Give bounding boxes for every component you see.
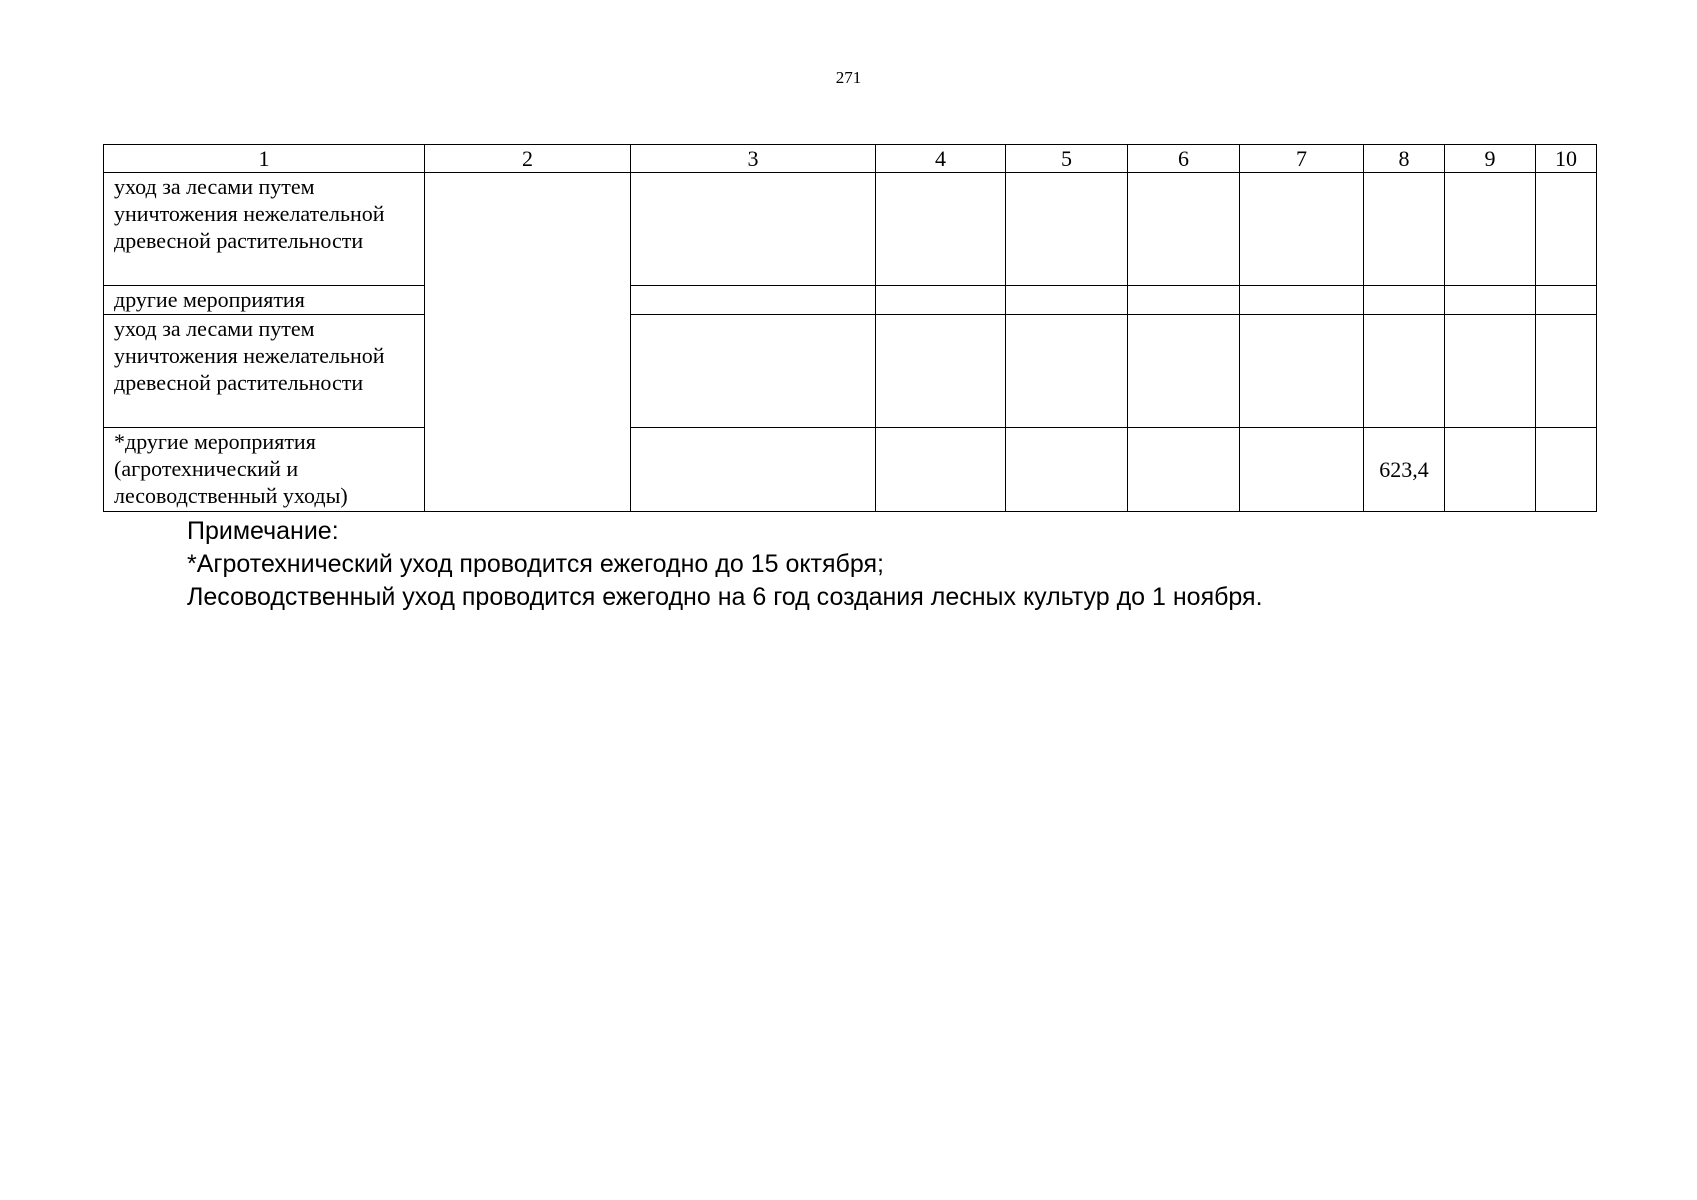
table-cell [1445, 286, 1536, 315]
column-header: 6 [1128, 145, 1240, 173]
column-header: 10 [1536, 145, 1597, 173]
table-cell [631, 428, 876, 512]
table-cell [876, 315, 1006, 428]
table-row [104, 286, 1597, 315]
row-label: *другие мероприятия (агротехнический и лесоводственный уходы) [104, 428, 425, 512]
table-cell [1240, 173, 1364, 286]
column-header: 8 [1364, 145, 1445, 173]
row-label: другие мероприятия [104, 286, 425, 315]
table-cell [1445, 428, 1536, 512]
table-cell [631, 173, 876, 286]
table-row [104, 428, 1597, 512]
table-cell [1536, 286, 1597, 315]
column-header: 5 [1006, 145, 1128, 173]
column-header: 7 [1240, 145, 1364, 173]
column-header: 2 [425, 145, 631, 173]
note-title: Примечание: [187, 517, 339, 545]
row-label: уход за лесами путем уничтожения нежелательной древесной растительности [104, 315, 425, 428]
table-cell [1128, 286, 1240, 315]
table-cell [1364, 286, 1445, 315]
merged-cell-column-2 [425, 173, 631, 512]
table-cell [1006, 428, 1128, 512]
table-cell [1364, 315, 1445, 428]
table-cell [1536, 428, 1597, 512]
table-cell [1536, 315, 1597, 428]
table-cell [876, 173, 1006, 286]
table-row [104, 315, 1597, 428]
table-cell-value: 623,4 [1364, 428, 1445, 512]
table-cell [1128, 315, 1240, 428]
table-cell [1128, 428, 1240, 512]
table-cell [1240, 315, 1364, 428]
table-cell [631, 315, 876, 428]
table-cell [1006, 173, 1128, 286]
table-cell [876, 428, 1006, 512]
table-cell [1240, 428, 1364, 512]
table-cell [1128, 173, 1240, 286]
note-line: *Агротехнический уход проводится ежегодно до 15 октября; [187, 550, 884, 578]
table-cell [1006, 286, 1128, 315]
data-table [103, 144, 1597, 512]
note-line: Лесоводственный уход проводится ежегодно на 6 год создания лесных культур до 1 ноября. [187, 583, 1263, 611]
table-cell [1006, 315, 1128, 428]
page-number: 271 [835, 68, 862, 87]
row-label: уход за лесами путем уничтожения нежелательной древесной растительности [104, 173, 425, 286]
table-cell [1445, 173, 1536, 286]
column-header: 9 [1445, 145, 1536, 173]
column-header: 3 [631, 145, 876, 173]
table-row [104, 173, 1597, 286]
table-header-row [104, 145, 1597, 173]
table-cell [876, 286, 1006, 315]
column-header: 1 [104, 145, 425, 173]
table-cell [1240, 286, 1364, 315]
table-cell [1364, 173, 1445, 286]
column-header: 4 [876, 145, 1006, 173]
table-cell [1445, 315, 1536, 428]
table-cell [631, 286, 876, 315]
table-cell [1536, 173, 1597, 286]
